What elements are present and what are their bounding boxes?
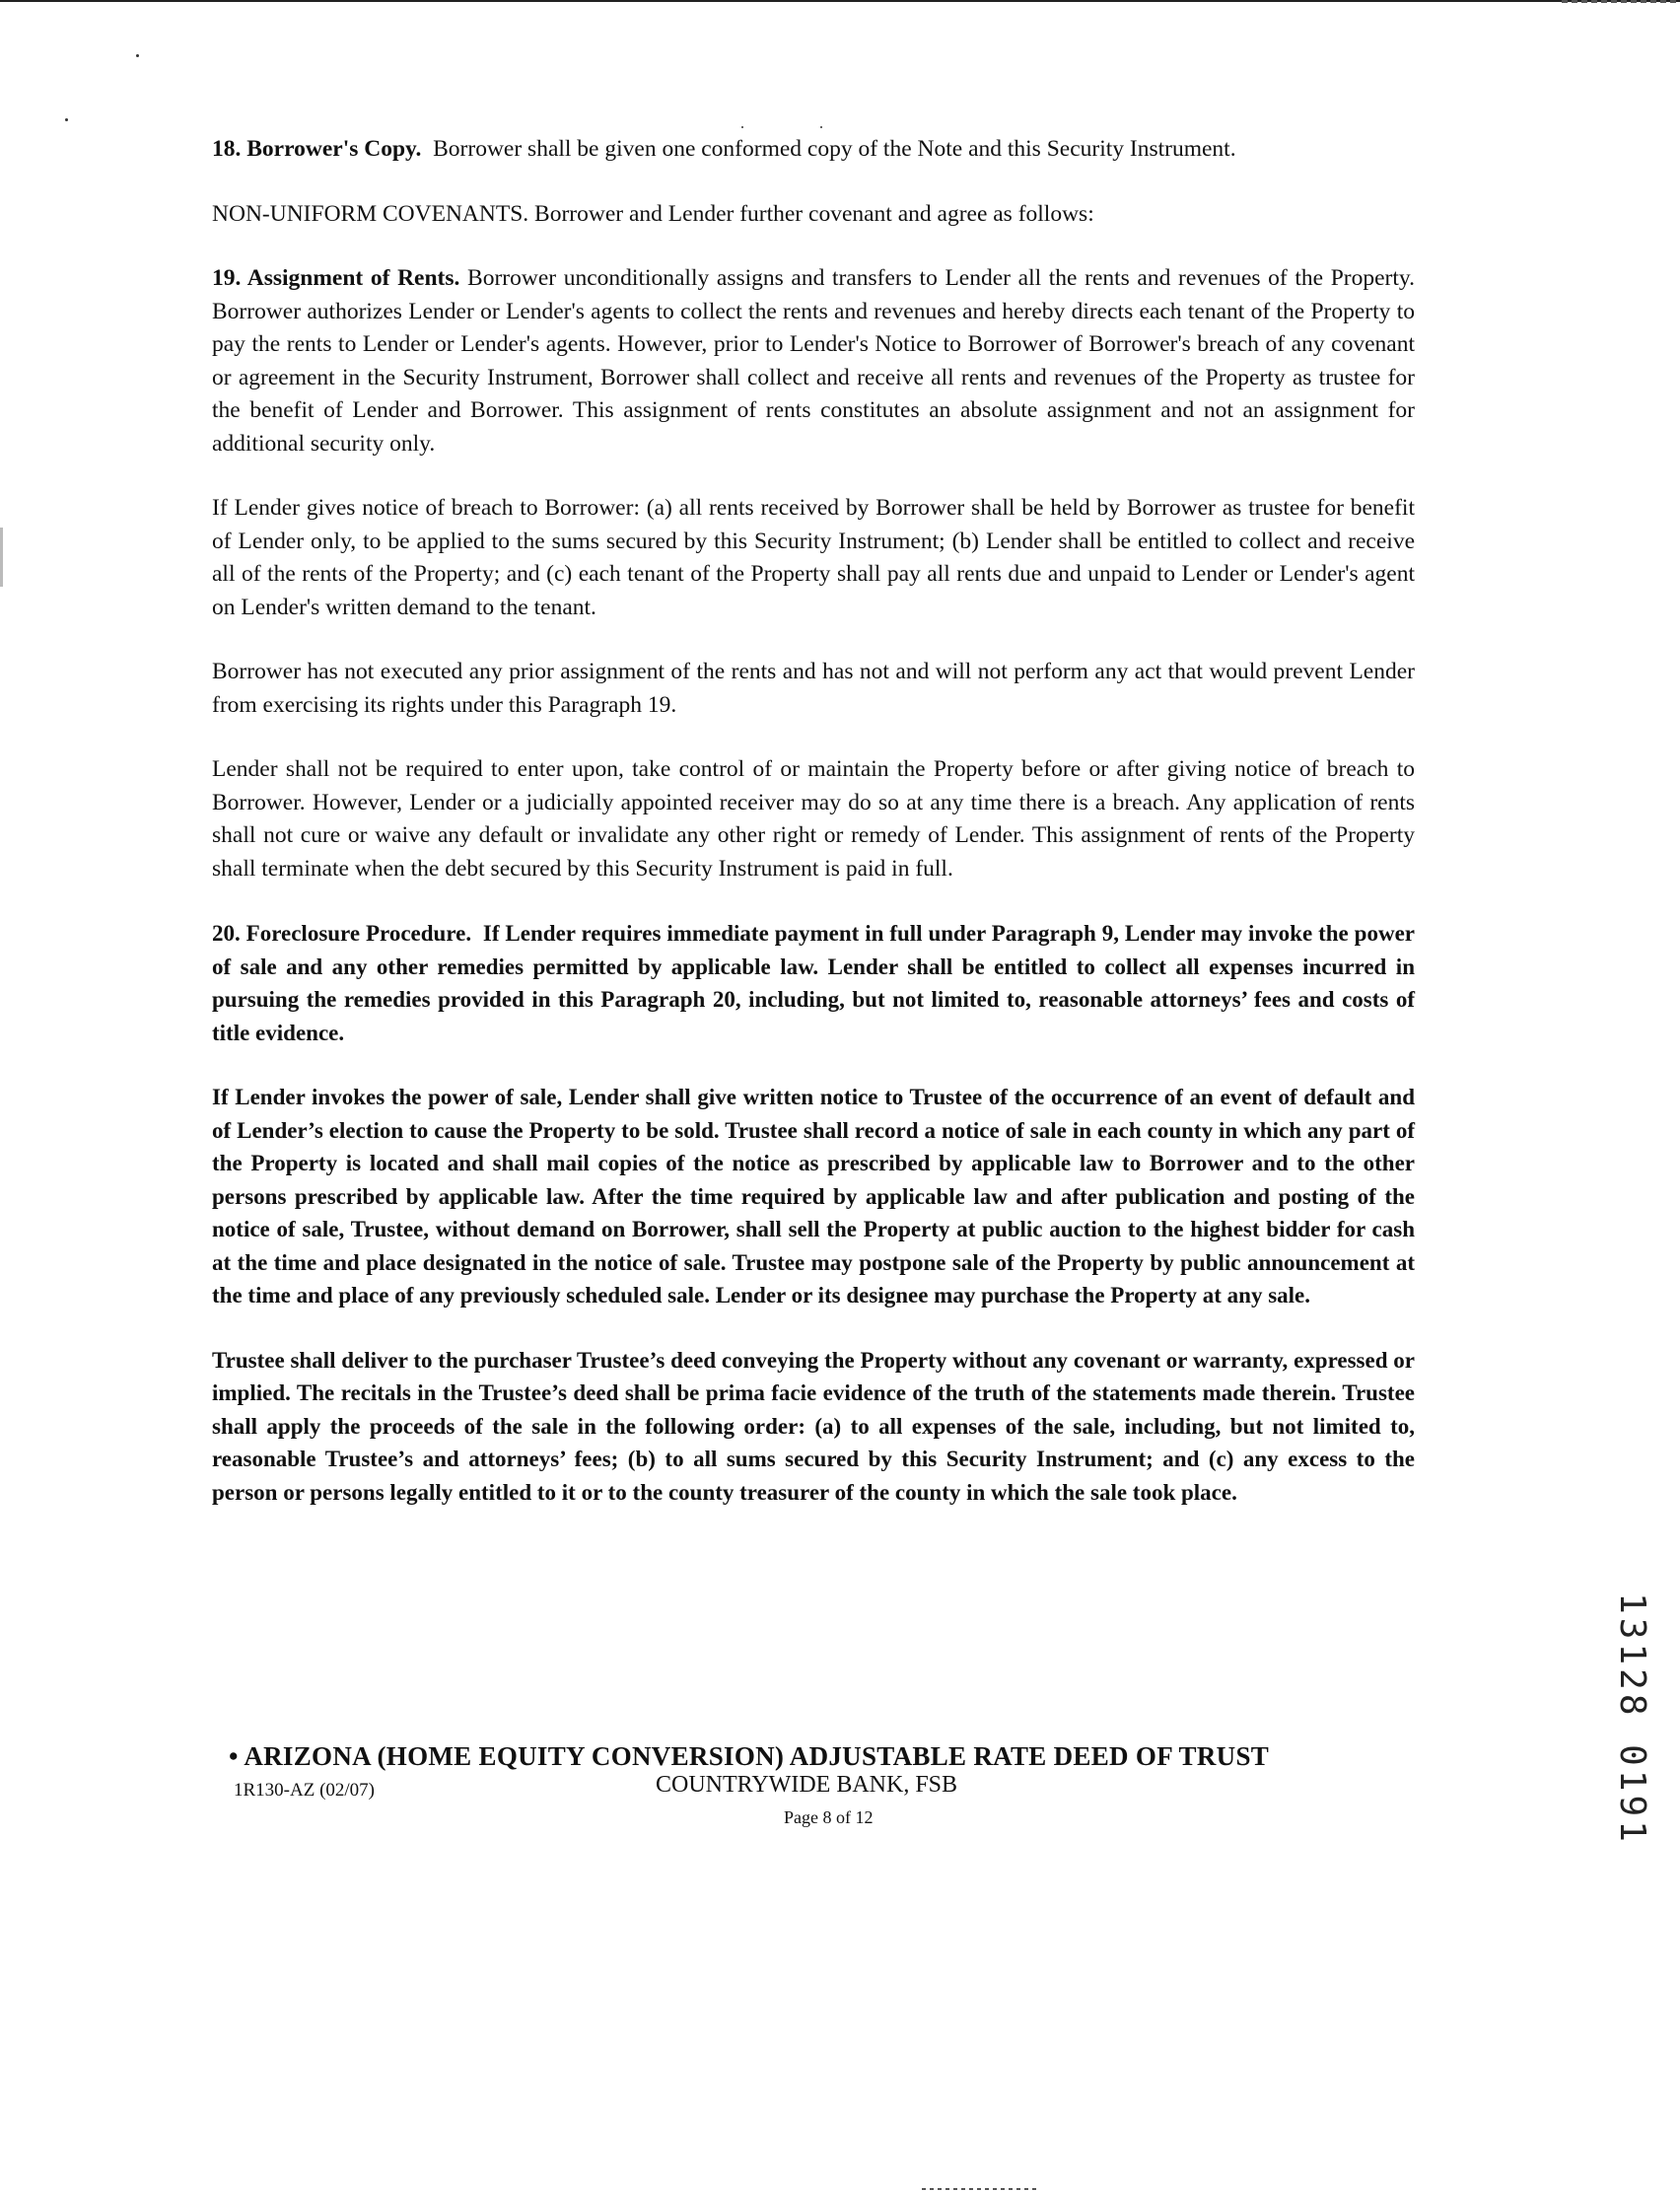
section-20 [212, 917, 1415, 1049]
footer-page-number: Page 8 of 12 [784, 1807, 874, 1827]
section-18-text: Borrower shall be given one conformed copy of the Note and this Security Instrument. [433, 136, 1236, 162]
section-20-paragraph-3: Trustee shall deliver to the purchaser Trustee’s deed conveying the Property without any covenant or warranty, expressed or implied. The recitals in the Trustee’s deed shall be prima facie evidence of the truth of the statements made therein. Trustee shall apply the proceeds of the sale in the following order: (a) to all expenses of the sale, including, but not limited to, reasonable Trustee’s and attorneys’ fees; (b) to all sums secured by this Security Instrument; and (c) any excess to the person or persons legally entitled to it or to the county treasurer of the county in which the sale took place. [212, 1347, 1415, 1505]
scan-top-dash [1562, 0, 1680, 3]
section-19-text: Borrower unconditionally assigns and transfers to Lender all the rents and revenues of the Property. Borrower authorizes Lender or Lender's agents to collect the rents and revenues and hereby directs each tenant of the Property to pay the rents to Lender or Lender's agents. However, prior to Lender's Notice to Borrower of Borrower's breach of any covenant or agreement in the Security Instrument, Borrower shall collect and receive all rents and revenues of the Property as trustee for the benefit of Lender and Borrower. This assignment of rents constitutes an absolute assignment and not an assignment for additional security only. [212, 265, 1416, 457]
section-18 [212, 133, 1415, 167]
recording-stamp [1609, 1581, 1654, 1857]
page-footer [229, 1741, 1333, 1827]
footer-row [229, 1772, 1333, 1827]
section-20-heading: 20. Foreclosure Procedure. [212, 921, 472, 946]
section-19 [212, 262, 1415, 460]
scan-top-border [0, 0, 1680, 2]
section-20-text: If Lender requires immediate payment in full under Paragraph 9, Lender may invoke the power of sale and any other remedies permitted by applicable law. Lender shall be entitled to collect all expenses incurred in pursuing the remedies provided in this Paragraph 20, including, but not limited to, reasonable attorneys’ fees and costs of title evidence. [212, 921, 1415, 1045]
footer-form-number: 1R130-AZ (02/07) [234, 1780, 376, 1801]
scan-speck [65, 118, 68, 121]
scan-speck [136, 54, 139, 57]
recording-stamp-text: 13128 0191 [1611, 1591, 1652, 1846]
footer-title: • ARIZONA (HOME EQUITY CONVERSION) ADJUSTABLE RATE DEED OF TRUST [229, 1741, 1270, 1771]
non-uniform-covenants: NON-UNIFORM COVENANTS. Borrower and Lender further covenant and agree as follows: [212, 200, 1094, 227]
section-18-heading: 18. Borrower's Copy. [212, 136, 422, 162]
section-19-paragraph-4: Lender shall not be required to enter upon, take control of or maintain the Property before or after giving notice of breach to Borrower. However, Lender or a judicially appointed receiver may do so at any time there is a breach. Any application of rents shall not cure or waive any default or invalidate any other right or remedy of Lender. This assignment of rents of the Property shall terminate when the debt secured by this Security Instrument is paid in full. [212, 756, 1415, 882]
footer-bank-name: COUNTRYWIDE BANK, FSB [656, 1772, 958, 1798]
section-19-paragraph-2: If Lender gives notice of breach to Borrower: (a) all rents received by Borrower shall be held by Borrower as trustee for benefit of Lender only, to be applied to the sums secured by this Security Instrument; (b) Lender shall be entitled to collect and receive all of the rents of the Property; and (c) each tenant of the Property shall pay all rents due and unpaid to Lender or Lender's agent on Lender's written demand to the tenant. [212, 495, 1415, 620]
scan-speck [820, 126, 822, 128]
scan-speck [741, 126, 743, 128]
document-body [212, 133, 1415, 1540]
section-19-heading: 19. Assignment of Rents. [212, 265, 460, 291]
scan-edge-mark [0, 528, 3, 587]
section-20-paragraph-2: If Lender invokes the power of sale, Lender shall give written notice to Trustee of the occurrence of an event of default and of Lender’s election to cause the Property to be sold. Trustee shall record a notice of sale in each county in which any part of the Property is located and shall mail copies of the notice as prescribed by applicable law to Borrower and to the other persons prescribed by applicable law. After the time required by applicable law and after publication and posting of the notice of sale, Trustee, without demand on Borrower, shall sell the Property at public auction to the highest bidder for cash at the time and place designated in the notice of sale. Trustee may postpone sale of the Property by public announcement at the time and place of any previously scheduled sale. Lender or its designee may purchase the Property at any sale. [212, 1085, 1415, 1308]
section-19-paragraph-3: Borrower has not executed any prior assignment of the rents and has not and will not perform any act that would prevent Lender from exercising its rights under this Paragraph 19. [212, 659, 1415, 718]
scan-bottom-dash [922, 2188, 1040, 2190]
